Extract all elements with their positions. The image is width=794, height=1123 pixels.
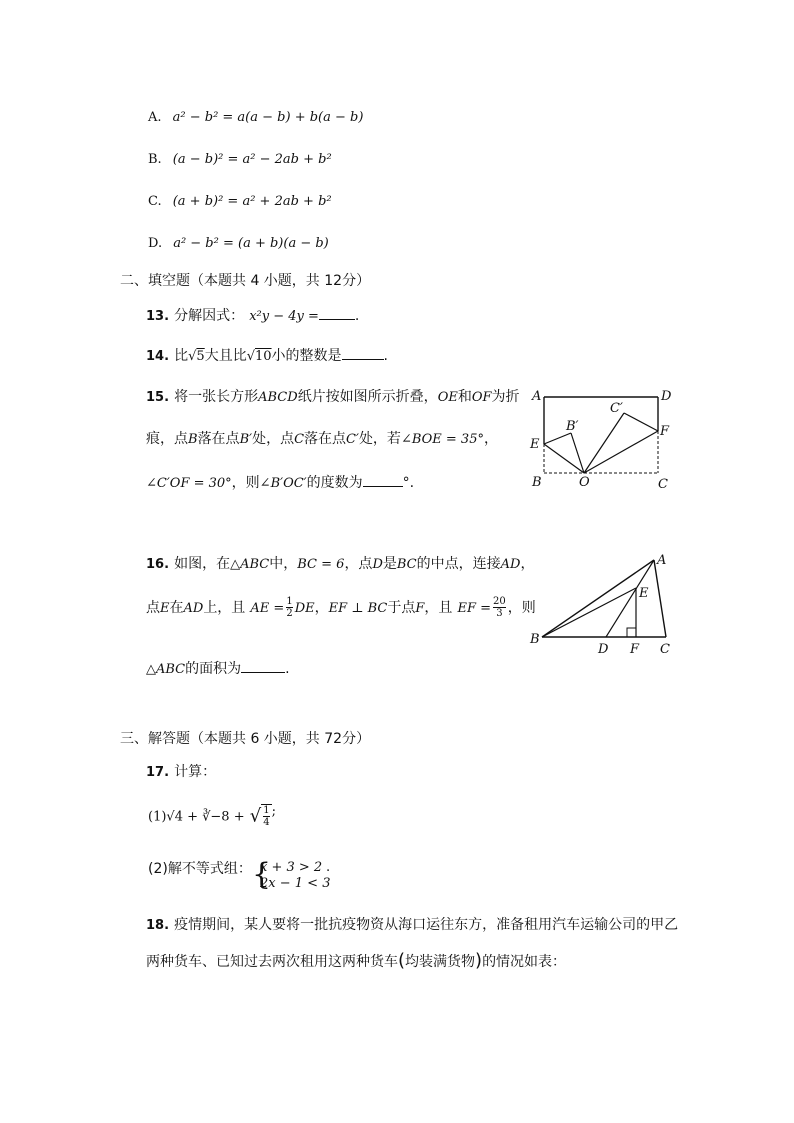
option-a [148,106,363,125]
label-e: E [639,586,649,601]
section-heading: 二、填空题（本题共 4 小题，共 12分） [120,273,371,289]
math: AE = [250,601,285,616]
question-14: 14. 比√5大且比√10小的整数是 . [146,345,388,365]
math: BC = 6 [297,557,345,572]
question-17-part-2 [148,858,252,878]
text: ，则 [231,475,260,491]
right-angle-mark [627,628,636,637]
section-heading: 三、解答题（本题共 6 小题，共 72分） [120,731,371,747]
option-d [148,232,329,251]
option-c [148,190,332,209]
math: B′ [239,432,253,447]
answer-blank [363,472,403,487]
part-label: (1) [148,809,167,825]
brace: { [252,857,272,892]
text: 的中点，连接 [416,556,501,572]
option-expression: (a − b)² = a² − 2ab + b² [172,152,332,167]
label-b-prime: B′ [566,419,579,434]
math: EF ⊥ BC [328,601,388,616]
math: ∠C′OF = 30° [146,476,232,491]
question-expression: x²y − 4y = [249,309,319,324]
text: 的度数为 [306,475,363,491]
question-text: 比 [174,348,189,364]
question-text: 计算： [174,764,217,780]
math: OF [471,390,492,405]
question-text: 疫情期间，某人要将一批抗疫物资从海口运往东方，准备租用汽车运输公司的甲乙 [174,917,679,933]
question-text: 的情况如表： [482,954,567,970]
question-17-part-1 [148,804,276,828]
math: BC [396,557,417,572]
text: °. [402,475,415,491]
sqrt-10: √10 [246,349,272,364]
question-number: 18. [146,918,170,933]
question-16-line-2 [146,596,536,619]
label-c: C [658,477,668,492]
text: ; [271,804,276,819]
triangle-figure [526,552,676,660]
option-letter: A. [148,110,162,125]
text: 落在点 [304,431,347,447]
text: 点 [146,600,160,616]
label-d: D [661,389,672,404]
label-b: B [532,475,542,490]
inequality-2: 2x − 1 < 3 [260,876,331,891]
question-15-line-2: 痕，点B落在点B′处，点C落在点C′处，若∠BOE = 35°， [146,431,498,447]
math: √4 + ∛−8 + [166,809,245,825]
label-a: A [657,553,667,568]
text: 处，点 [252,431,295,447]
math: AD [183,601,204,616]
text: ，则 [507,600,536,616]
math: ∠BOE = 35° [400,432,484,447]
label-f: F [630,642,640,657]
option-letter: B. [148,152,162,167]
fold-rectangle-figure [526,384,676,494]
segment-o-c-prime [584,413,624,473]
math: △ABC [230,557,270,572]
math: DE [294,601,315,616]
math: △ABC [146,662,186,677]
text: 为折 [491,389,520,405]
label-b: B [530,632,540,647]
segment-ba [542,560,654,637]
question-number: 15. [146,390,170,405]
segment-ac [654,560,666,637]
math: D [372,557,383,572]
segment-eb-prime [544,433,571,444]
label-c: C [660,642,670,657]
text: 于点 [387,600,416,616]
answer-blank [319,305,355,320]
question-number: 13. [146,309,170,324]
text: 将一张长方形 [174,389,259,405]
text: ， [314,600,329,616]
option-b [148,148,332,167]
math: C [294,432,305,447]
crease-of [584,431,658,473]
math: ∠B′OC′ [259,476,307,491]
answer-blank [342,345,384,360]
question-text: 两种货车、已知过去两次租用这两种货车 [146,954,398,970]
label-o: O [579,475,590,490]
label-f: F [660,424,670,439]
option-expression: a² − b² = (a + b)(a − b) [173,236,329,251]
math: E [160,601,170,616]
question-15-line-1 [146,386,520,406]
question-18-line-2: 两种货车、已知过去两次租用这两种货车(均装满货物)的情况如表： [146,950,567,971]
inequality-1: x + 3 > 2 [260,860,323,875]
text: 纸片按如图所示折叠， [297,389,438,405]
text: 和 [457,389,472,405]
text: ，且 [424,600,453,616]
question-text: 小的整数是 [271,348,342,364]
question-number: 17. [146,765,170,780]
question-text: 分解因式： [174,308,245,324]
question-15-line-3 [146,472,414,492]
question-16-line-3: △ABC的面积为 . [146,658,290,678]
label-a: A [532,389,542,404]
label-e: E [530,437,540,452]
math: EF = [457,601,492,616]
text: 落在点 [197,431,240,447]
fraction-one-quarter: $\frac{1}{4}$ [263,805,270,828]
option-letter: D. [148,236,163,251]
option-letter: C. [148,194,162,209]
question-13: 13. 分解因式： x²y − 4y = . [146,305,359,325]
label-d: D [598,642,609,657]
crease-oe [544,444,584,473]
text: ，点 [344,556,373,572]
math: C′ [346,432,359,447]
text: 的面积为 [185,661,242,677]
answer-blank [241,658,285,673]
fraction-one-half: $\frac{1}{2}$ [286,596,293,619]
question-18-line-1 [146,914,678,934]
segment-b-prime-o [571,433,584,473]
text: 上，且 [203,600,246,616]
question-17 [146,761,216,781]
part-label: (2)解不等式组： [148,861,252,877]
text: 在 [169,600,184,616]
option-expression: (a + b)² = a² + 2ab + b² [172,194,332,209]
math: OE [437,390,458,405]
option-expression: a² − b² = a(a − b) + b(a − b) [172,110,364,125]
question-number: 14. [146,349,170,364]
text: 痕，点 [146,431,188,447]
fraction-twenty-thirds: $\frac{20}{3}$ [493,596,506,619]
math: AD [500,557,521,572]
question-number: 16. [146,557,170,572]
text: 如图，在 [174,556,231,572]
text: 处，若 [358,431,401,447]
question-text: 大且比 [204,348,247,364]
question-16-line-1: 16. 如图，在△ABC中，BC = 6，点D是BC的中点，连接AD， [146,556,535,572]
math: F [415,601,425,616]
sqrt-sign: √ [249,805,262,827]
question-text: 均装满货物 [405,954,476,970]
text: 中， [269,556,298,572]
segment-c-prime-f [624,413,658,431]
sqrt-5: √5 [188,349,205,364]
math: B [188,432,198,447]
text: 是 [382,556,397,572]
label-c-prime: C′ [610,401,623,416]
math: ABCD [258,390,298,405]
